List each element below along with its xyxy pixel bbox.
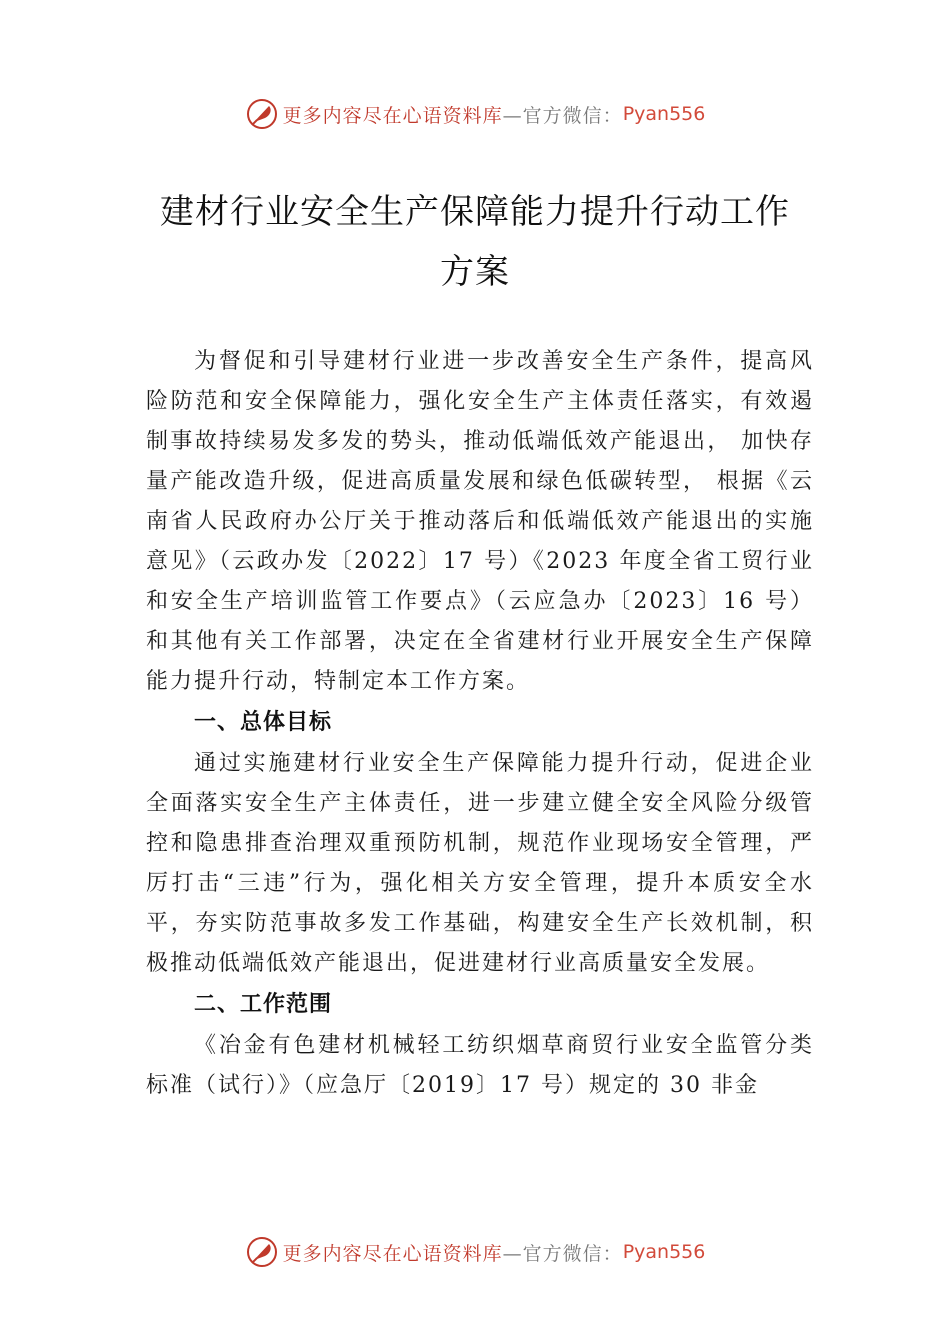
quill-logo-icon (245, 1235, 279, 1269)
document-title-line2: 方案 (440, 252, 510, 292)
watermark-separator: —官方微信： (502, 1242, 623, 1265)
document-body (146, 342, 814, 1106)
section2-heading: 二、工作范围 (194, 992, 333, 1017)
watermark-wechat-id: Pyan556 (622, 1241, 706, 1263)
watermark-header (0, 94, 950, 134)
intro-paragraph: 为督促和引导建材行业进一步改善安全生产条件，提高风险防范和安全保障能力，强化安全生产主体责任落实，有效遏制事故持续易发多发的势头，推动低端低效产能退出， 加快存量产能改造升级，促进高质量发展和绿色低碳转型， 根据《云南省人民政府办公厅关于推动落后和低端低效产能退出的实施意见》（云政办发〔2022〕17 号）《2023 年度全省工贸行业和安全生产培训监管工作要点》（云应急办〔2023〕16 号）和其他有关工作部署，决定在全省建材行业开展安全生产保障能力提升行动，特制定本工作方案。 (146, 349, 814, 694)
section1-heading: 一、总体目标 (194, 710, 333, 735)
watermark-footer (0, 1232, 950, 1272)
document-title-line1: 建材行业安全生产保障能力提升行动工作 (160, 192, 790, 232)
watermark-brand-name: 更多内容尽在心语资料库 (282, 1242, 503, 1265)
section2-paragraph: 《冶金有色建材机械轻工纺织烟草商贸行业安全监管分类标准（试行）》（应急厅〔2019〕17 号）规定的 30 非金 (146, 1033, 814, 1098)
quill-logo-icon (245, 97, 279, 131)
watermark-separator: —官方微信： (502, 104, 623, 127)
document-title (140, 182, 810, 302)
section1-paragraph: 通过实施建材行业安全生产保障能力提升行动，促进企业全面落实安全生产主体责任，进一步建立健全安全风险分级管控和隐患排查治理双重预防机制，规范作业现场安全管理，严厉打击“三违”行为，强化相关方安全管理，提升本质安全水平，夯实防范事故多发工作基础，构建安全生产长效机制，积极推动低端低效产能退出，促进建材行业高质量安全发展。 (146, 751, 814, 976)
watermark-brand-name: 更多内容尽在心语资料库 (282, 104, 503, 127)
watermark-wechat-id: Pyan556 (622, 103, 706, 125)
